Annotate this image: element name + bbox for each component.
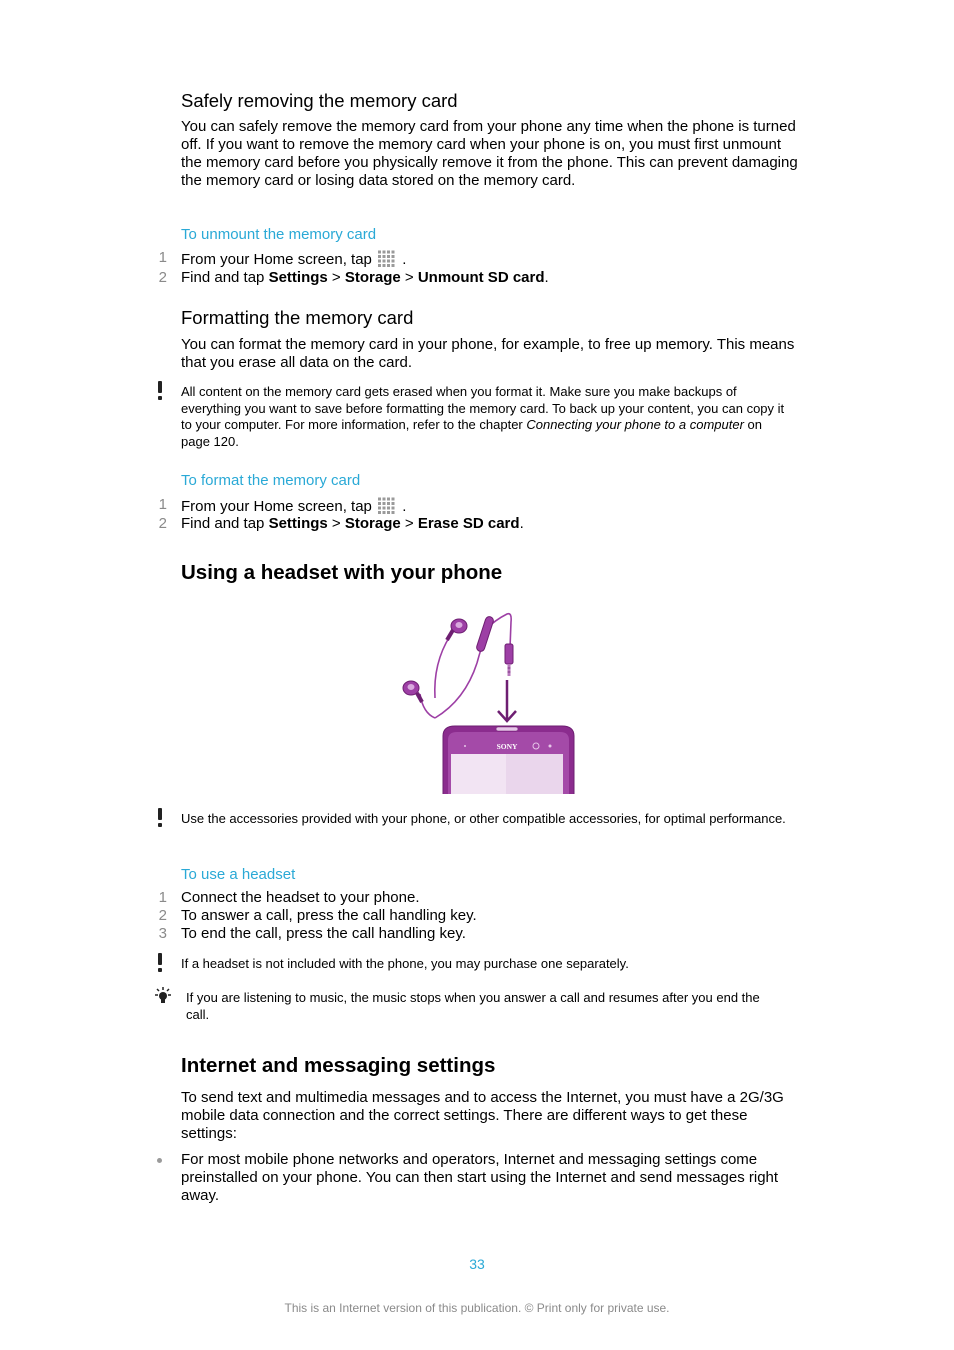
task-unmount-heading: To unmount the memory card	[181, 226, 377, 243]
step-number: 3	[158, 925, 167, 942]
page-number: 33	[469, 1256, 485, 1272]
accessories-note: Use the accessories provided with your phone, or other compatible accessories, for optimal performance.	[181, 811, 786, 826]
headset-plug	[505, 644, 513, 676]
headset-step-3	[158, 925, 466, 943]
safely-removing-paragraph: You can safely remove the memory card from your phone any time when the phone is turned off. If you want to remove the memory card when your phone is on, you must first unmount the memory card before you physically remove it from the phone. This can prevent damaging the memory card or losing data stored on the memory card.	[181, 118, 798, 189]
bullet-icon	[157, 1158, 162, 1163]
music-tip-note: If you are listening to music, the music stops when you answer a call and resumes after you end the call.	[186, 990, 760, 1022]
headset-purchase-note: If a headset is not included with the phone, you may purchase one separately.	[181, 956, 629, 971]
step-number: 2	[158, 907, 167, 924]
storage-label: Storage	[344, 515, 401, 532]
chapter-reference: Connecting your phone to a computer	[526, 417, 744, 432]
step-text-end: .	[519, 515, 524, 532]
step-number: 2	[158, 515, 167, 532]
step-text-end: .	[544, 269, 549, 286]
headset-phone-illustration	[395, 608, 580, 794]
headset-step-1	[158, 889, 420, 907]
section-title-safely-removing: Safely removing the memory card	[181, 90, 458, 111]
exclamation-icon	[158, 381, 162, 400]
separator: >	[400, 269, 418, 286]
separator: >	[327, 269, 345, 286]
exclamation-icon	[158, 953, 162, 972]
step-text-end: .	[402, 251, 407, 268]
storage-label: Storage	[344, 269, 401, 286]
step-number: 1	[158, 889, 167, 906]
step-text: To answer a call, press the call handling key.	[181, 907, 477, 924]
step-text: Connect the headset to your phone.	[181, 889, 420, 906]
bullet-text: For most mobile phone networks and operators, Internet and messaging settings come preinstalled on your phone. You can then start using the Internet and send messages right away.	[181, 1151, 779, 1204]
phone-illustration	[443, 726, 574, 794]
exclamation-icon	[158, 808, 162, 827]
unmount-sd-card-label: Unmount SD card	[417, 269, 545, 286]
footer-notice: This is an Internet version of this publication. © Print only for private use.	[284, 1301, 670, 1315]
formatting-paragraph: You can format the memory card in your phone, for example, to free up memory. This means that you erase all data on the card.	[181, 336, 795, 371]
settings-label: Settings	[268, 269, 328, 286]
step-text: Find and tap	[181, 269, 269, 286]
section-title-headset: Using a headset with your phone	[181, 561, 503, 584]
apps-grid-icon	[378, 249, 396, 267]
step-text: From your Home screen, tap	[181, 498, 372, 515]
lightbulb-icon	[153, 986, 173, 1006]
format-step-2	[158, 515, 524, 533]
note-text: All content on the memory card gets erased when you format it. Make sure you make backups of everything you want to save before formatting the memory card. To back up your content, you can copy it to your computer. For more information, refer to the chapter	[181, 384, 785, 432]
note-text-end: on page 120.	[181, 417, 762, 449]
unmount-step-2	[158, 269, 549, 287]
separator: >	[327, 515, 345, 532]
task-use-headset-heading: To use a headset	[181, 866, 296, 883]
internet-bullet-item	[181, 1151, 801, 1205]
headset-step-2	[158, 907, 477, 925]
step-number: 1	[158, 249, 167, 266]
unmount-step-1	[158, 249, 407, 269]
section-title-formatting: Formatting the memory card	[181, 307, 414, 328]
internet-paragraph: To send text and multimedia messages and to access the Internet, you must have a 2G/3G mobile data connection and the correct settings. There are different ways to get these settings:	[181, 1089, 784, 1142]
format-step-1	[158, 496, 407, 516]
task-format-heading: To format the memory card	[181, 472, 361, 489]
insert-arrow-icon	[498, 680, 516, 721]
erase-sd-card-label: Erase SD card	[417, 515, 520, 532]
step-text: To end the call, press the call handling key.	[181, 925, 466, 942]
separator: >	[400, 515, 418, 532]
call-handling-key	[476, 616, 495, 653]
section-title-internet: Internet and messaging settings	[181, 1054, 496, 1077]
format-warning-note	[181, 384, 791, 450]
apps-grid-icon	[378, 496, 396, 514]
phone-brand-label: SONY	[496, 742, 518, 751]
step-text: From your Home screen, tap	[181, 251, 372, 268]
step-number: 1	[158, 496, 167, 513]
settings-label: Settings	[268, 515, 328, 532]
step-text-end: .	[402, 498, 407, 515]
step-text: Find and tap	[181, 515, 269, 532]
step-number: 2	[158, 269, 167, 286]
